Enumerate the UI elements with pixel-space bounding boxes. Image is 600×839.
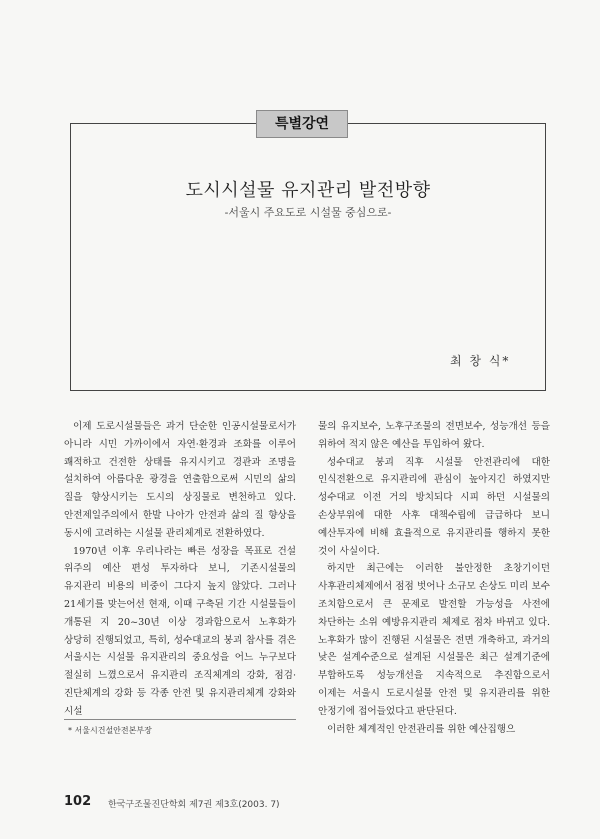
section-badge: 특별강연 [256,110,348,138]
paragraph: 성수대교 붕괴 직후 시설물 안전관리에 대한 인식전환으로 유지관리에 관심이 높아지긴 하였지만 성수대교 이전 거의 방치되다 시피 하던 시설물의 손상부위에 대한 사후 대책수립에 급급하다 보니 예산투자에 비해 효율적으로 유지관리를 행하지 못한 것이 사실이다. [318,456,550,557]
paragraph: 이제 도로시설물들은 과거 단순한 인공시설물로서가 아니라 시민 가까이에서 자연·환경과 조화를 이루어 쾌적하고 건전한 상태를 유지시키고 경관과 조명을 설치하여 아름다운 광경을 연출함으로써 시민의 삶의 질을 향상시키는 도시의 상징물로 변천하고 있다. 안전제일주의에서 한발 나아가 안전과 삶의 질 향상을 동시에 고려하는 시설물 관리체계로 전환하였다. [64,421,296,539]
body-column-left [64,418,296,721]
journal-citation: 한국구조물진단학회 제7권 제3호(2003. 7) [108,800,280,810]
paragraph: 하지만 최근에는 이러한 불안정한 초창기이던 사후관리체제에서 점점 벗어나 소규모 손상도 미리 보수 조치함으로서 큰 문제로 발전할 가능성을 사전에 차단하는 소위 예방유지관리 체제로 점차 바뀌고 있다. 노후화가 많이 진행된 시설물은 전면 개축하고, 과거의 낮은 설계수준으로 설계된 시설물은 최근 설계기준에 부합하도록 성능개선을 지속적으로 추진함으로서 이제는 서울시 도로시설물 안전 및 유지관리를 위한 안정기에 접어들었다고 판단된다. [318,563,550,717]
header-frame [70,123,546,391]
body-column-right [318,418,550,738]
paragraph: 1970년 이후 우리나라는 빠른 성장을 목표로 건설 위주의 예산 편성 투자하다 보니, 기존시설물의 유지관리 비용의 비중이 그다지 높지 않았다. 그러나 21세기를 맞는어선 현재, 이때 구축된 기간 시설물들이 개통된 지 20~30년 이상 경과함으로서 노후화가 상당히 진행되었고, 특히, 성수대교의 붕괴 참사를 겪은 서울시는 시설물 유지관리의 중요성을 어느 누구보다 절실히 느꼈으로서 유지관리 조직체계의 강화, 점검·진단체계의 강화 등 각종 안전 및 유지관리체계 강화와 시설 [64,545,296,717]
author-name: 최 창 식* [450,354,511,368]
paragraph: 이러한 체계적인 안전관리를 위한 예산집행으 [327,723,516,735]
article-subtitle: -서울시 주요도로 시설물 중심으로- [224,206,392,219]
paragraph: 물의 유지보수, 노후구조물의 전면보수, 성능개선 등을 위하여 적지 않은 예산을 투입하여 왔다. [318,421,550,450]
footnote-divider [64,719,296,720]
article-title: 도시시설물 유지관리 발전방향 [185,180,431,201]
page-number: 102 [64,794,92,809]
footnote: * 서울시건설안전본부장 [68,726,152,735]
